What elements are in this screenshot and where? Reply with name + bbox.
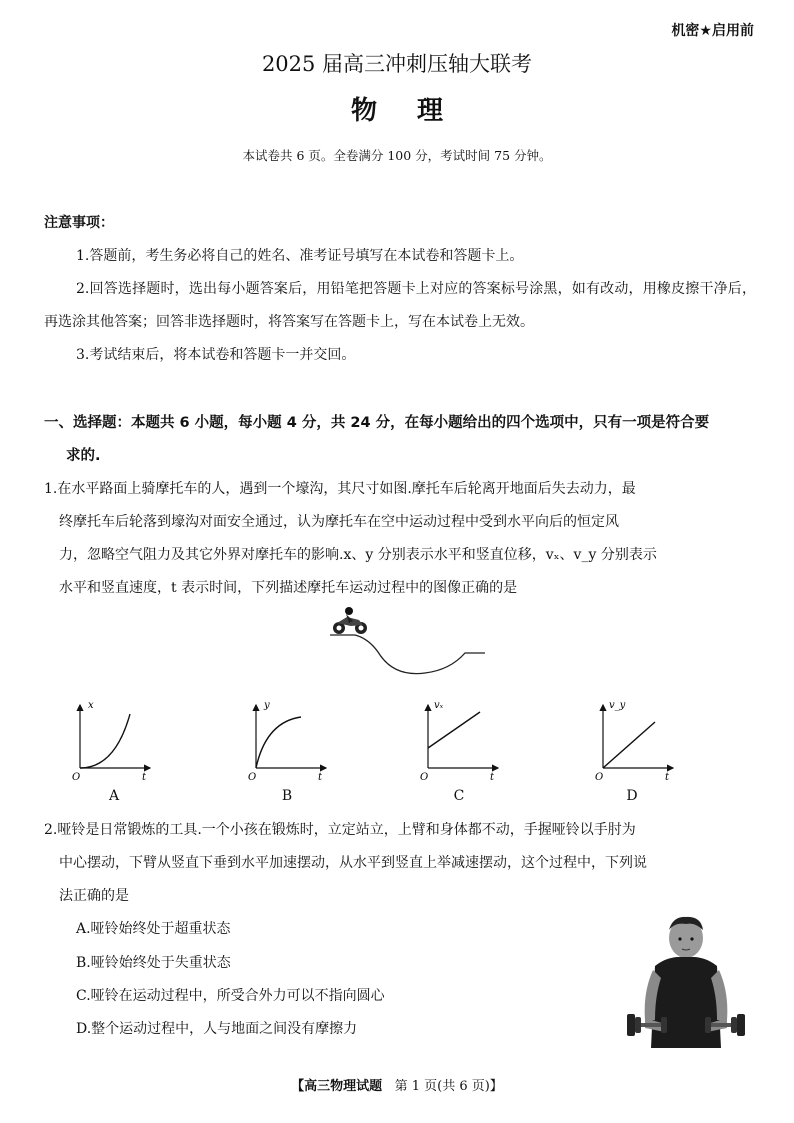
notice-item-3: 3.考试结束后，将本试卷和答题卡一并交回。 (76, 347, 356, 363)
trench-figure (325, 605, 495, 680)
subject-title (0, 90, 794, 127)
q2-option-a: A.哑铃始终处于超重状态 (76, 921, 231, 937)
graph-d-origin: O (595, 772, 604, 783)
child-dumbbell-photo (625, 912, 747, 1048)
exam-title: 2025 届高三冲刺压轴大联考 (261, 52, 533, 76)
graph-c-line (428, 712, 480, 748)
q2-option-d: D.整个运动过程中，人与地面之间没有摩擦力 (76, 1021, 358, 1037)
graph-c-yaxis-label: vₓ (434, 700, 444, 711)
graph-c-xaxis-label: t (490, 772, 495, 783)
graph-a-label: A (108, 788, 120, 804)
graph-b-label: B (281, 788, 293, 804)
graph-b-yaxis-label: y (264, 700, 270, 711)
q2-line-2: 中心摆动，下臂从竖直下垂到水平加速摆动，从水平到竖直上举减速摆动，这个过程中，下列说 (59, 855, 647, 871)
graph-d-line (603, 722, 655, 768)
q2-line-3: 法正确的是 (59, 888, 129, 904)
footer-page: 第 1 页(共 6 页)】 (394, 1079, 503, 1094)
graph-a-yaxis-label: x (88, 700, 94, 711)
trench-outline (330, 635, 485, 674)
q2-option-b: B.哑铃始终处于失重状态 (76, 955, 231, 971)
exam-intro: 本试卷共 6 页。全卷满分 100 分，考试时间 75 分钟。 (242, 148, 552, 163)
question-2 (44, 814, 760, 913)
graph-a-origin: O (72, 772, 81, 783)
graph-c (418, 700, 508, 785)
subject-char-2: 理 (417, 96, 444, 126)
graph-c-label: C (453, 788, 465, 804)
page-footer (0, 1075, 794, 1094)
graph-d (593, 700, 683, 785)
motorcycle-icon (333, 607, 367, 634)
q1-line-3: 力，忽略空气阻力及其它外界对摩托车的影响.x、y 分别表示水平和竖直位移，vₓ、v_y 分别表示 (59, 547, 657, 563)
graph-a-curve (80, 714, 130, 768)
section-heading-line-1: 一、选择题：本题共 6 小题，每小题 4 分，共 24 分，在每小题给出的四个选项中，只有一项是符合要 (44, 415, 710, 431)
section-heading-line-2: 求的. (66, 448, 101, 464)
q2-line-1: 2.哑铃是日常锻炼的工具.一个小孩在锻炼时，立定站立，上臂和身体都不动，手握哑铃以手肘为 (44, 822, 636, 838)
section-heading (44, 407, 756, 473)
q1-line-4: 水平和竖直速度，t 表示时间，下列描述摩托车运动过程中的图像正确的是 (59, 580, 518, 596)
q2-option-c: C.哑铃在运动过程中，所受合外力可以不指向圆心 (76, 988, 385, 1004)
footer-label: 【高三物理试题 (291, 1079, 383, 1094)
question-1 (44, 473, 760, 605)
graph-d-yaxis-label: v_y (609, 700, 626, 711)
notice-item-1: 1.答题前，考生务必将自己的姓名、准考证号填写在本试卷和答题卡上。 (76, 248, 524, 264)
graph-b-curve (256, 717, 301, 768)
notice-item-2: 2.回答选择题时，选出每小题答案后，用铅笔把答题卡上对应的答案标号涂黑，如有改动，用橡皮擦干净后，再选涂其他答案；回答非选择题时，将答案写在答题卡上，写在本试卷上无效。 (44, 281, 756, 330)
graph-a-xaxis-label: t (142, 772, 147, 783)
graph-b (246, 700, 336, 785)
subject-char-1: 物 (350, 96, 377, 126)
confidential-label: 机密★启用前 (671, 23, 754, 39)
notice-heading: 注意事项： (44, 215, 114, 231)
q1-line-2: 终摩托车后轮落到壕沟对面安全通过，认为摩托车在空中运动过程中受到水平向后的恒定风 (59, 514, 619, 530)
graph-a (70, 700, 160, 785)
graph-d-label: D (626, 788, 638, 804)
q1-line-1: 1.在水平路面上骑摩托车的人，遇到一个壕沟，其尺寸如图.摩托车后轮离开地面后失去动力，最 (44, 481, 636, 497)
graph-b-xaxis-label: t (318, 772, 323, 783)
graph-c-origin: O (420, 772, 429, 783)
graph-b-origin: O (248, 772, 257, 783)
graph-d-xaxis-label: t (665, 772, 670, 783)
